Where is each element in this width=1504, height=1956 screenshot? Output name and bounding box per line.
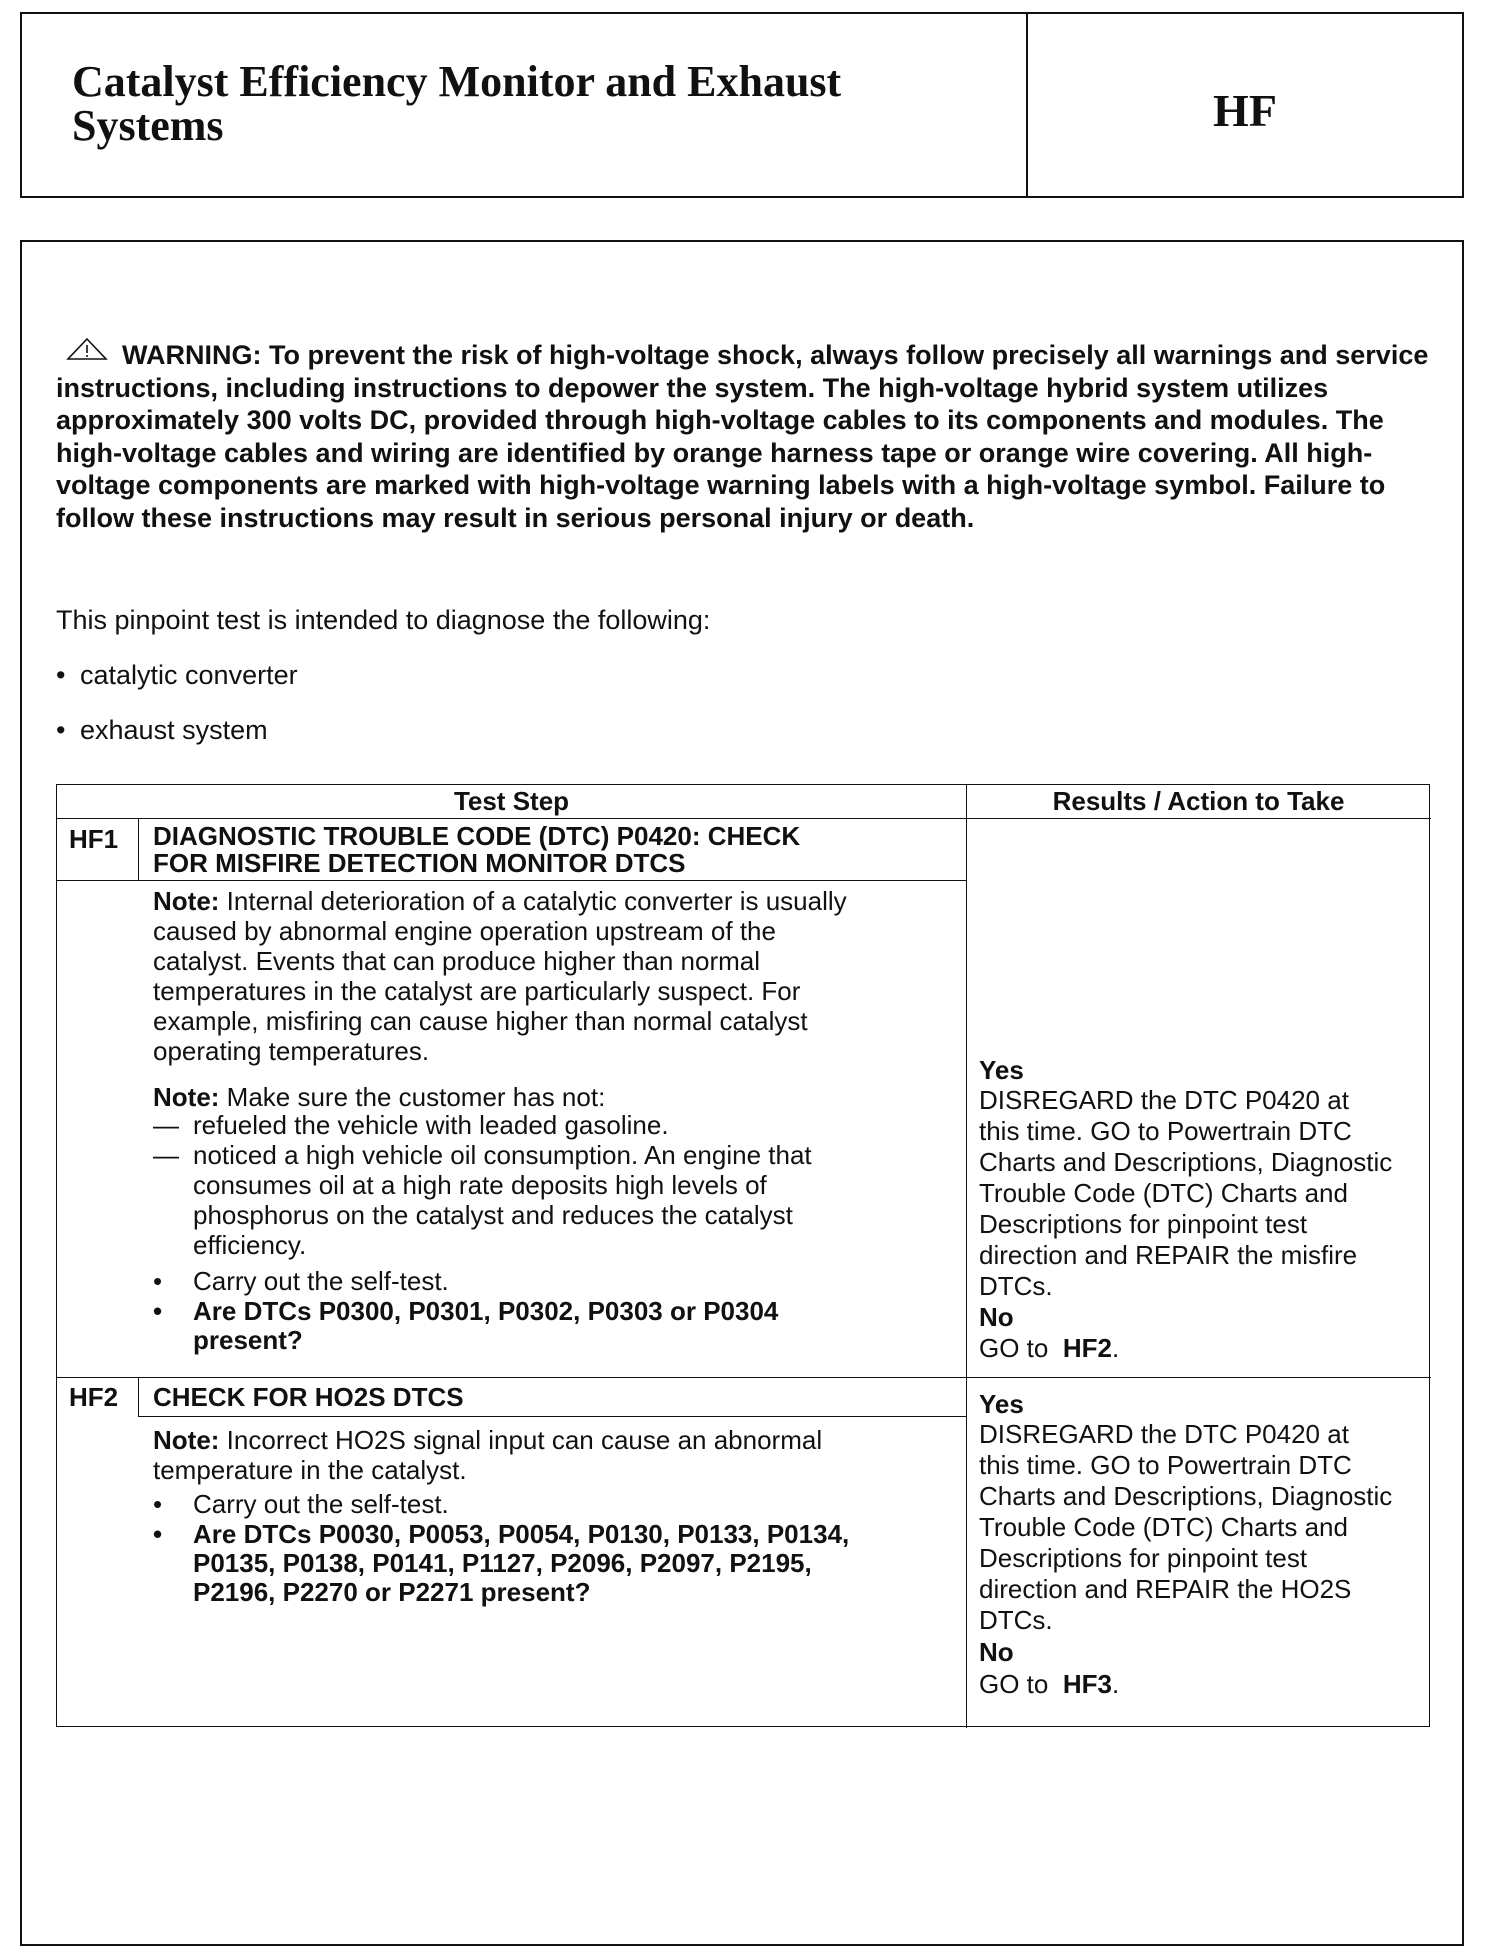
note-line: example, misfiring can cause higher than normal catalyst <box>153 1006 808 1036</box>
section-code: HF <box>1213 84 1277 136</box>
page-title: Catalyst Efficiency Monitor and Exhaust Systems <box>22 14 1028 196</box>
page-header <box>20 12 1464 198</box>
result-yes-label: Yes <box>979 1055 1024 1085</box>
list-item: • catalytic converter <box>56 660 298 690</box>
note-line: temperature in the catalyst. <box>153 1455 467 1485</box>
goto-link[interactable]: GO to HF3. <box>979 1669 1120 1699</box>
warning-text: To prevent the risk of high-voltage shock, always follow precisely all warnings and service instructions, including instructions to depower the system. The high-voltage hybrid system utilizes approximately 300 volts DC, provided through high-voltage cables to its components and modules. The high-voltage cables and wiring are identified by orange harness tape or orange wire covering. All high-voltage components are marked with high-voltage warning labels with a high-voltage symbol. Failure to follow these instructions may result in serious personal injury or death. <box>56 340 1429 533</box>
result-no-label: No <box>979 1637 1014 1667</box>
note-line: Note: Incorrect HO2S signal input can cause an abnormal <box>153 1425 823 1455</box>
warning-triangle-icon <box>66 338 108 360</box>
intro-text: This pinpoint test is intended to diagnose the following: <box>56 605 711 635</box>
result-yes-label: Yes <box>979 1389 1024 1419</box>
step-id: HF1 <box>69 824 119 854</box>
step-title: DIAGNOSTIC TROUBLE CODE (DTC) P0420: CHECK <box>153 821 801 851</box>
list-item: • exhaust system <box>56 715 268 745</box>
warning-block <box>56 338 1436 534</box>
note-line: operating temperatures. <box>153 1036 430 1066</box>
warning-label: WARNING: <box>122 340 262 370</box>
column-header-results: Results / Action to Take <box>1052 786 1345 816</box>
column-header-test-step: Test Step <box>453 786 570 816</box>
step-title: FOR MISFIRE DETECTION MONITOR DTCS <box>153 848 686 878</box>
note-line: Note: Internal deterioration of a catalytic converter is usually <box>153 886 847 916</box>
result-no-label: No <box>979 1302 1014 1332</box>
content-panel <box>20 240 1464 1946</box>
step-title: CHECK FOR HO2S DTCS <box>153 1382 464 1412</box>
goto-link[interactable]: GO to HF2. <box>979 1333 1120 1363</box>
step-id: HF2 <box>69 1382 119 1412</box>
note-line: catalyst. Events that can produce higher than normal <box>153 946 761 976</box>
note-line: Note: Make sure the customer has not: <box>153 1082 606 1112</box>
note-line: caused by abnormal engine operation upstream of the <box>153 916 776 946</box>
test-step-table: Test Step Results / Action to Take HF1 DIAGNOSTIC TROUBLE CODE (DTC) P0420: CHECK FOR MISFIRE DETECTION MONITOR DTCS Note: Internal deterioration of a catalytic converter is usually caused by abnormal engine operation upstream of the catalyst. Events that can produce higher than normal temperatures in the catalyst are particularly suspect. For example, misfiring can cause higher than normal catalyst operating temperatures. Note: Make sure the customer has not: — refueled the vehicle with leaded gasoline. — noticed a high vehicle oil consumption. An engine that consumes oil at a high rate deposits high levels of phosphorus on the catalyst and reduces the catalyst efficiency. • Carry out the self-test. • Are DTCs P0300, P0301, P0302, P0303 or P0304 present? Yes DISREGARD the DTC P0420 at this time. GO to Powertrain DTC Charts and Descriptions, Diagnostic Trouble Code (DTC) Charts and Descriptions for pinpoint test direction and REPAIR the misfire DTCs. No GO to HF2. HF2 CHECK FOR HO2S DTCS Note: Incorrect HO2S signal input can cause an abnormal temperature in the catalyst. • Carry out the self-test. • Are DTCs P0030, P0053, P0054, P0130, P0133, P0134, P0135, P0138, P0141, P1127, P2096, P2097, P2195, P2196, P2270 or P2271 present? Yes DISREGARD the DTC P0420 at this time. GO to Powertrain DTC Charts and Descriptions, Diagnostic Trouble Code (DTC) Charts and Descriptions for pinpoint test direction and REPAIR the HO2S DTCs. No GO to HF3. <box>56 784 1430 1727</box>
note-line: temperatures in the catalyst are particularly suspect. For <box>153 976 801 1006</box>
